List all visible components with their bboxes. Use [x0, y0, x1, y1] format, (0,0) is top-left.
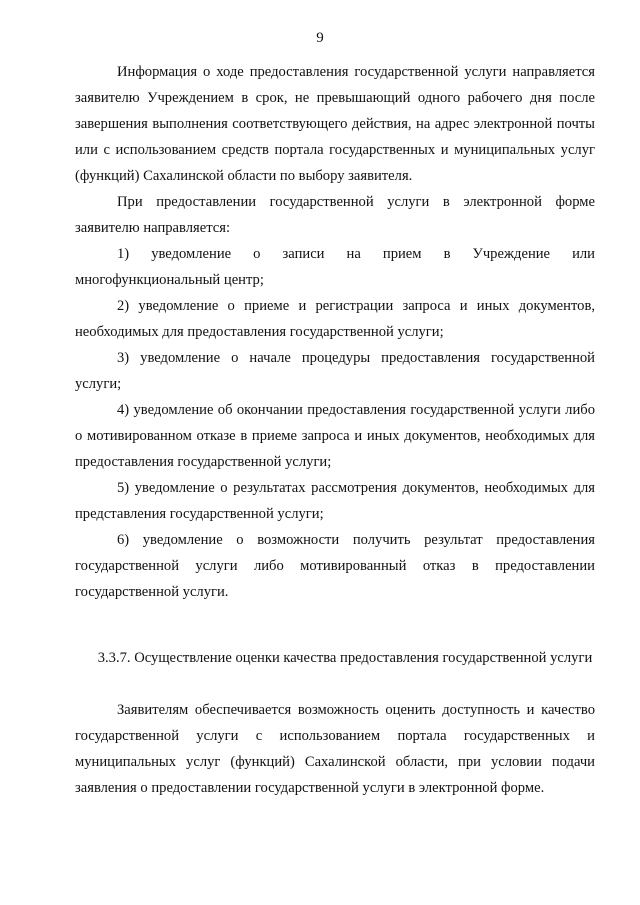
paragraph-intro: При предоставлении государственной услуги в электронной форме заявителю направляется: [75, 194, 595, 236]
body-text-bottom [75, 697, 595, 801]
list-item-1: 1) уведомление о записи на прием в Учреждение или многофункциональный центр; [75, 246, 595, 288]
paragraph-quality: Заявителям обеспечивается возможность оценить доступность и качество государственной услуги с использованием портала государственных и муниципальных услуг (функций) Сахалинской области, при условии подачи заявления о предоставлении государственной услуги в электронной форме. [75, 702, 595, 796]
list-item-5: 5) уведомление о результатах рассмотрения документов, необходимых для представления государственной услуги; [75, 480, 595, 522]
page-number: 9 [316, 30, 324, 46]
section-heading: 3.3.7. Осуществление оценки качества предоставления государственной услуги [97, 650, 593, 666]
list-item-2: 2) уведомление о приеме и регистрации запроса и иных документов, необходимых для предоставления государственной услуги; [75, 298, 595, 340]
paragraph-info: Информация о ходе предоставления государственной услуги направляется заявителю Учреждением в срок, не превышающий одного рабочего дня после завершения выполнения соответствующего действия, на адрес электронной почты или с использованием средств портала государственных и муниципальных услуг (функций) Сахалинской области по выбору заявителя. [75, 64, 595, 184]
list-item-6: 6) уведомление о возможности получить результат предоставления государственной услуги либо мотивированный отказ в предоставлении государственной услуги. [75, 532, 595, 600]
list-item-4: 4) уведомление об окончании предоставления государственной услуги либо о мотивированном отказе в приеме запроса и иных документов, необходимых для предоставления государственной услуги; [75, 402, 595, 470]
body-text-top [75, 59, 595, 605]
list-item-3: 3) уведомление о начале процедуры предоставления государственной услуги; [75, 350, 595, 392]
